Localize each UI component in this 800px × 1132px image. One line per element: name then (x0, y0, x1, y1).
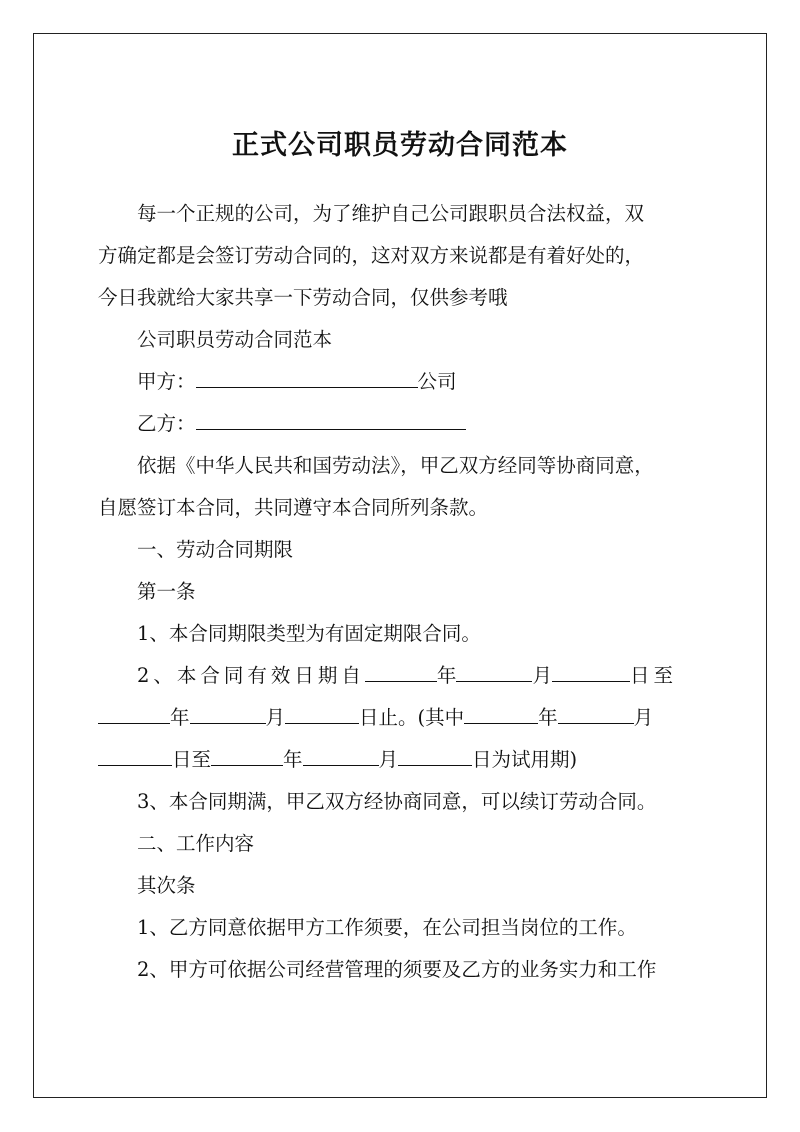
section-2-item-2: 2、甲方可依据公司经营管理的须要及乙方的业务实力和工作 (137, 958, 657, 981)
party-b-label: 乙方： (137, 412, 196, 435)
start-month-blank (456, 661, 532, 682)
section-1-item-2-line-2 (98, 703, 703, 733)
end-day-blank (285, 703, 359, 724)
party-b-blank (196, 409, 466, 430)
item-2-prefix: 2、本合同有效日期自 (137, 664, 365, 687)
trial-end-day-blank (398, 745, 472, 766)
trial-start-month-blank (558, 703, 634, 724)
start-day-blank (552, 661, 630, 682)
party-a-blank (196, 367, 418, 388)
section-1-item-2-line-1 (137, 661, 703, 691)
end-year-blank (98, 703, 170, 724)
section-1-item-2-line-3 (98, 745, 703, 775)
start-month-label: 月 (532, 664, 552, 687)
trial-start-year-blank (464, 703, 538, 724)
party-a-label: 甲方： (137, 370, 196, 393)
trial-start-year-label: 年 (538, 706, 558, 729)
basis-line-1: 依据《中华人民共和国劳动法》，甲乙双方经同等协商同意， (137, 454, 654, 477)
party-a-suffix: 公司 (417, 370, 457, 393)
intro-line-1: 每一个正规的公司，为了维护自己公司跟职员合法权益，双 (137, 202, 645, 225)
end-month-blank (190, 703, 266, 724)
section-1-heading: 一、劳动合同期限 (137, 538, 294, 561)
basis-line-2: 自愿签订本合同，共同遵守本合同所列条款。 (98, 496, 489, 519)
section-1-item-1: 1、本合同期限类型为有固定期限合同。 (137, 622, 481, 645)
section-1-article: 第一条 (137, 580, 196, 603)
trial-period-label: 日为试用期) (472, 748, 578, 771)
section-1-item-3: 3、本合同期满，甲乙双方经协商同意，可以续订劳动合同。 (137, 790, 657, 813)
section-2-article: 其次条 (137, 874, 196, 897)
trial-end-year-label: 年 (283, 748, 303, 771)
section-2-item-1: 1、乙方同意依据甲方工作须要，在公司担当岗位的工作。 (137, 916, 637, 939)
contract-subtitle: 公司职员劳动合同范本 (137, 328, 333, 351)
start-year-label: 年 (436, 664, 457, 687)
intro-line-2: 方确定都是会签订劳动合同的，这对双方来说都是有着好处的， (98, 244, 645, 267)
trial-start-month-label: 月 (633, 706, 654, 729)
section-2-heading: 二、工作内容 (137, 832, 255, 855)
start-day-label: 日至 (629, 664, 677, 687)
trial-end-year-blank (211, 745, 283, 766)
trial-end-month-label: 月 (378, 748, 399, 771)
end-year-label: 年 (170, 706, 190, 729)
start-year-blank (365, 661, 437, 682)
party-a-line (137, 367, 703, 397)
trial-start-day-blank (98, 745, 172, 766)
end-day-label: 日止。(其中 (359, 706, 465, 729)
document-title: 正式公司职员劳动合同范本 (232, 130, 568, 161)
intro-line-3: 今日我就给大家共享一下劳动合同，仅供参考哦 (98, 286, 508, 309)
trial-end-month-blank (303, 745, 379, 766)
end-month-label: 月 (265, 706, 286, 729)
party-b-line (137, 409, 703, 439)
trial-start-day-label: 日至 (172, 748, 212, 771)
